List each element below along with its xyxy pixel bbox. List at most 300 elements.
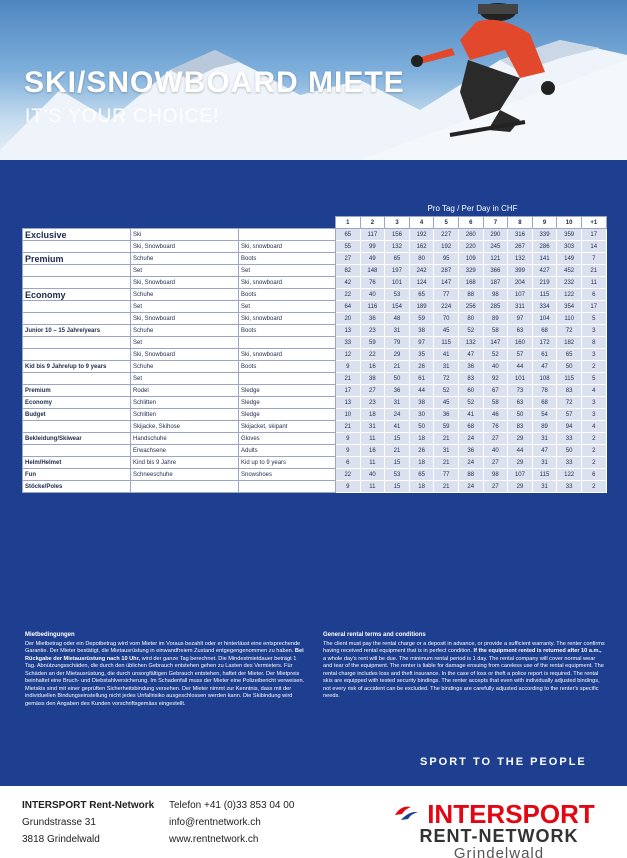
price-cell: 9 (336, 445, 361, 457)
price-cell: 18 (409, 433, 434, 445)
price-cell: 30 (409, 409, 434, 421)
price-cell: 76 (483, 421, 508, 433)
price-cell: 59 (360, 337, 385, 349)
price-cell: 50 (385, 373, 410, 385)
table-row (23, 421, 607, 433)
price-cell: 99 (360, 241, 385, 253)
item-english: Boots (239, 253, 336, 265)
price-cell: 47 (532, 361, 557, 373)
price-cell: 427 (532, 265, 557, 277)
table-row (23, 337, 607, 349)
price-cell: 168 (458, 277, 483, 289)
item-german: Schlitten (131, 397, 239, 409)
price-cell: 29 (508, 457, 533, 469)
price-cell: 92 (483, 373, 508, 385)
row-category: Junior 10 – 15 Jahre/years (23, 325, 131, 337)
price-cell: 83 (557, 385, 582, 397)
price-cell: 36 (458, 361, 483, 373)
price-cell: 2 (581, 361, 606, 373)
table-row (23, 241, 607, 253)
day-column-header: 8 (508, 217, 533, 229)
price-cell: 17 (581, 229, 606, 241)
conditions-english (323, 632, 605, 701)
price-cell: 16 (360, 361, 385, 373)
price-cell: 11 (581, 277, 606, 289)
price-cell: 311 (508, 301, 533, 313)
price-cell: 354 (557, 301, 582, 313)
row-category (23, 421, 131, 433)
price-cell: 9 (336, 361, 361, 373)
price-cell: 24 (458, 481, 483, 493)
price-cell: 11 (360, 457, 385, 469)
price-cell: 101 (508, 373, 533, 385)
price-cell: 148 (360, 265, 385, 277)
row-category: Exclusive (23, 229, 131, 241)
price-cell: 3 (581, 325, 606, 337)
price-cell: 124 (409, 277, 434, 289)
item-german: Skijacke, Skihose (131, 421, 239, 433)
item-english: Boots (239, 289, 336, 301)
price-cell: 287 (434, 265, 459, 277)
price-cell: 48 (385, 313, 410, 325)
row-category (23, 445, 131, 457)
row-category: Fun (23, 469, 131, 481)
price-cell: 24 (458, 457, 483, 469)
conditions-title-en: General rental terms and conditions (323, 632, 426, 638)
price-cell: 24 (385, 409, 410, 421)
price-cell: 2 (581, 433, 606, 445)
table-row (23, 433, 607, 445)
price-cell: 27 (483, 433, 508, 445)
price-cell: 107 (508, 469, 533, 481)
price-cell: 47 (458, 349, 483, 361)
hero-banner (0, 0, 627, 160)
price-cell: 316 (508, 229, 533, 241)
price-cell: 76 (360, 277, 385, 289)
price-cell: 154 (385, 301, 410, 313)
price-cell: 64 (336, 301, 361, 313)
company-website[interactable]: www.rentnetwork.ch (169, 834, 259, 845)
price-cell: 21 (581, 265, 606, 277)
price-cell: 9 (336, 481, 361, 493)
price-cell: 339 (532, 229, 557, 241)
item-german: Set (131, 337, 239, 349)
price-cell: 303 (557, 241, 582, 253)
item-english (239, 337, 336, 349)
price-cell: 40 (360, 469, 385, 481)
price-cell: 26 (409, 445, 434, 457)
price-cell: 79 (385, 337, 410, 349)
page-subtitle: IT'S YOUR CHOICE! (25, 106, 220, 127)
price-cell: 141 (532, 253, 557, 265)
price-cell: 36 (385, 385, 410, 397)
price-cell: 24 (458, 433, 483, 445)
price-cell: 27 (336, 253, 361, 265)
price-cell: 31 (532, 481, 557, 493)
item-german: Schuhe (131, 253, 239, 265)
item-german (131, 481, 239, 493)
price-cell: 68 (458, 421, 483, 433)
price-cell: 31 (385, 325, 410, 337)
price-cell: 45 (434, 397, 459, 409)
row-category (23, 313, 131, 325)
price-cell: 45 (434, 325, 459, 337)
price-cell: 60 (458, 385, 483, 397)
price-cell: 245 (483, 241, 508, 253)
row-category (23, 349, 131, 361)
item-german: Schuhe (131, 361, 239, 373)
price-cell: 29 (508, 433, 533, 445)
row-category (23, 337, 131, 349)
price-cell: 42 (336, 277, 361, 289)
price-cell: 67 (483, 385, 508, 397)
price-cell: 31 (434, 361, 459, 373)
price-cell: 70 (434, 313, 459, 325)
price-cell: 192 (409, 229, 434, 241)
price-cell: 47 (532, 445, 557, 457)
table-row (23, 445, 607, 457)
price-cell: 49 (360, 253, 385, 265)
price-cell: 162 (409, 241, 434, 253)
price-cell: 182 (557, 337, 582, 349)
row-category (23, 241, 131, 253)
price-cell: 5 (581, 313, 606, 325)
item-german: Set (131, 265, 239, 277)
price-cell: 15 (385, 457, 410, 469)
price-cell: 220 (458, 241, 483, 253)
company-street: Grundstrasse 31 (22, 817, 96, 828)
item-german: Erwachsene (131, 445, 239, 457)
price-cell: 17 (336, 385, 361, 397)
item-english: Kid up to 9 years (239, 457, 336, 469)
price-cell: 31 (532, 457, 557, 469)
price-cell: 44 (508, 361, 533, 373)
price-cell: 77 (434, 469, 459, 481)
price-cell: 97 (409, 337, 434, 349)
price-cell: 3 (581, 397, 606, 409)
price-cell: 40 (483, 445, 508, 457)
price-cell: 132 (385, 241, 410, 253)
item-german: Ski, Snowboard (131, 241, 239, 253)
item-english: Sledge (239, 409, 336, 421)
item-german: Schlitten (131, 409, 239, 421)
item-german: Set (131, 373, 239, 385)
price-cell: 107 (508, 289, 533, 301)
item-german: Rodel (131, 385, 239, 397)
price-cell: 44 (508, 445, 533, 457)
price-cell: 58 (483, 325, 508, 337)
price-cell: 65 (409, 469, 434, 481)
price-cell: 5 (581, 373, 606, 385)
price-cell: 61 (409, 373, 434, 385)
price-cell: 54 (532, 409, 557, 421)
item-english: Ski, snowboard (239, 349, 336, 361)
row-category: Economy (23, 289, 131, 301)
price-cell: 26 (409, 361, 434, 373)
item-english: Skijacket, skipant (239, 421, 336, 433)
item-english: Sledge (239, 385, 336, 397)
price-cell: 68 (532, 397, 557, 409)
company-email[interactable]: info@rentnetwork.ch (169, 817, 261, 828)
price-cell: 3 (581, 349, 606, 361)
price-cell: 72 (557, 325, 582, 337)
price-cell: 65 (385, 253, 410, 265)
company-city: 3818 Grindelwald (22, 834, 100, 845)
price-cell: 88 (458, 289, 483, 301)
price-cell: 73 (508, 385, 533, 397)
brand-name: INTERSPORT (427, 799, 595, 829)
table-row (23, 229, 607, 241)
page-title: SKI/SNOWBOARD MIETE (24, 66, 405, 99)
price-cell: 98 (483, 469, 508, 481)
price-cell: 33 (336, 337, 361, 349)
item-english: Boots (239, 361, 336, 373)
day-column-header: 7 (483, 217, 508, 229)
price-cell: 50 (557, 445, 582, 457)
item-english: Gloves (239, 433, 336, 445)
price-cell: 115 (434, 337, 459, 349)
price-cell: 21 (385, 445, 410, 457)
price-cell: 31 (532, 433, 557, 445)
item-german: Schuhe (131, 325, 239, 337)
price-cell: 50 (557, 361, 582, 373)
price-cell: 7 (581, 253, 606, 265)
price-cell: 27 (483, 481, 508, 493)
price-cell: 13 (336, 397, 361, 409)
item-german: Set (131, 301, 239, 313)
price-cell: 12 (336, 349, 361, 361)
price-cell: 2 (581, 481, 606, 493)
price-cell: 33 (557, 433, 582, 445)
price-cell: 115 (532, 469, 557, 481)
price-cell: 80 (458, 313, 483, 325)
price-cell: 9 (336, 433, 361, 445)
price-cell: 36 (458, 445, 483, 457)
price-cell: 399 (508, 265, 533, 277)
item-german: Schneeschuhe (131, 469, 239, 481)
brand-logo (392, 799, 606, 858)
price-cell: 61 (532, 349, 557, 361)
price-cell: 149 (557, 253, 582, 265)
price-cell: 50 (508, 409, 533, 421)
price-cell: 16 (360, 445, 385, 457)
price-cell: 29 (385, 349, 410, 361)
price-table (22, 216, 607, 493)
price-cell: 72 (557, 397, 582, 409)
price-cell: 50 (409, 421, 434, 433)
price-cell: 18 (409, 457, 434, 469)
row-category: Kid bis 9 Jahre/up to 9 years (23, 361, 131, 373)
row-category (23, 265, 131, 277)
price-cell: 115 (557, 373, 582, 385)
table-row (23, 301, 607, 313)
price-cell: 29 (508, 481, 533, 493)
price-cell: 35 (409, 349, 434, 361)
company-phone[interactable]: Telefon +41 (0)33 853 04 00 (169, 800, 295, 811)
table-row (23, 277, 607, 289)
row-category: Economy (23, 397, 131, 409)
price-cell: 27 (483, 457, 508, 469)
price-cell: 68 (532, 325, 557, 337)
price-cell: 52 (458, 325, 483, 337)
item-english (239, 229, 336, 241)
item-english: Ski, snowboard (239, 277, 336, 289)
table-row (23, 469, 607, 481)
price-cell: 242 (409, 265, 434, 277)
item-english: Sledge (239, 397, 336, 409)
price-cell: 132 (508, 253, 533, 265)
day-column-header: 9 (532, 217, 557, 229)
price-cell: 21 (336, 421, 361, 433)
price-cell: 115 (532, 289, 557, 301)
price-cell: 57 (508, 349, 533, 361)
item-english: Set (239, 265, 336, 277)
price-cell: 21 (434, 433, 459, 445)
price-cell: 22 (336, 469, 361, 481)
item-english: Boots (239, 325, 336, 337)
price-cell: 17 (581, 301, 606, 313)
day-column-header: 4 (409, 217, 434, 229)
price-cell: 83 (508, 421, 533, 433)
price-cell: 36 (360, 313, 385, 325)
price-cell: 260 (458, 229, 483, 241)
conditions-german (25, 632, 307, 708)
day-column-header: 5 (434, 217, 459, 229)
item-english: Ski, snowboard (239, 313, 336, 325)
price-header: Pro Tag / Per Day in CHF (427, 204, 518, 213)
price-cell: 38 (409, 397, 434, 409)
price-cell: 38 (409, 325, 434, 337)
price-cell: 224 (434, 301, 459, 313)
price-cell: 104 (532, 313, 557, 325)
price-cell: 147 (483, 337, 508, 349)
price-cell: 13 (336, 325, 361, 337)
price-cell: 58 (483, 397, 508, 409)
price-cell: 27 (360, 385, 385, 397)
price-cell: 83 (458, 373, 483, 385)
price-cell: 21 (336, 373, 361, 385)
price-cell: 329 (458, 265, 483, 277)
price-cell: 40 (483, 361, 508, 373)
price-cell: 197 (385, 265, 410, 277)
price-cell: 122 (557, 469, 582, 481)
table-row (23, 265, 607, 277)
price-cell: 6 (581, 469, 606, 481)
price-cell: 101 (385, 277, 410, 289)
price-cell: 366 (483, 265, 508, 277)
price-cell: 31 (434, 445, 459, 457)
price-cell: 52 (458, 397, 483, 409)
table-row (23, 253, 607, 265)
price-cell: 53 (385, 289, 410, 301)
price-cell: 22 (336, 289, 361, 301)
price-cell: 52 (483, 349, 508, 361)
price-cell: 36 (434, 409, 459, 421)
conditions-title-de: Mietbedingungen (25, 632, 75, 638)
row-category: Stöcke/Poles (23, 481, 131, 493)
price-cell: 116 (360, 301, 385, 313)
table-row (23, 313, 607, 325)
price-cell: 89 (483, 313, 508, 325)
company-name: INTERSPORT Rent-Network (22, 800, 155, 811)
item-german: Ski, Snowboard (131, 277, 239, 289)
table-row (23, 349, 607, 361)
price-cell: 10 (336, 409, 361, 421)
price-cell: 117 (360, 229, 385, 241)
price-cell: 21 (434, 457, 459, 469)
price-cell: 41 (434, 349, 459, 361)
price-cell: 108 (532, 373, 557, 385)
price-cell: 256 (458, 301, 483, 313)
brand-subline: RENT-NETWORK (419, 826, 579, 846)
price-cell: 65 (336, 229, 361, 241)
row-category: Helm/Helmet (23, 457, 131, 469)
price-cell: 89 (532, 421, 557, 433)
price-cell: 4 (581, 421, 606, 433)
price-cell: 77 (434, 289, 459, 301)
price-cell: 110 (557, 313, 582, 325)
price-cell: 189 (409, 301, 434, 313)
price-cell: 359 (557, 229, 582, 241)
price-cell: 33 (557, 457, 582, 469)
price-cell: 219 (532, 277, 557, 289)
price-cell: 2 (581, 445, 606, 457)
price-cell: 452 (557, 265, 582, 277)
price-cell: 21 (434, 481, 459, 493)
price-cell: 6 (581, 289, 606, 301)
price-cell: 334 (532, 301, 557, 313)
price-cell: 187 (483, 277, 508, 289)
price-cell: 95 (434, 253, 459, 265)
price-cell: 147 (434, 277, 459, 289)
table-header-row (23, 217, 607, 229)
price-cell: 80 (409, 253, 434, 265)
price-cell: 94 (557, 421, 582, 433)
price-cell: 82 (336, 265, 361, 277)
price-cell: 227 (434, 229, 459, 241)
price-cell: 78 (532, 385, 557, 397)
price-cell: 21 (385, 361, 410, 373)
table-row (23, 373, 607, 385)
price-cell: 285 (483, 301, 508, 313)
conditions-text-en: The client must pay the rental charge or a deposit in advance, or provide a sufficient warranty. The renter confirms having received rental equipment that is in perfect condition. If the equipment rented is returned after 10 a.m., a whole day's rent will be due. The minimum rental period is 1 day. The rental company will cover normal wear and tear of the equipment. The renter is liable for damage ensuing from careless use of the rental equipment. The rental charge includes loss and theft insurance. In the case of loss or theft a police report is required. The rental skis are equipped with tested security bindings. The renter accepts that even with individually adjusted bindings, not every risk of accident can be excluded. The bindings are carefully adjusted according to the renter's specific needs. (323, 640, 605, 699)
price-cell: 132 (458, 337, 483, 349)
price-cell: 232 (557, 277, 582, 289)
price-cell: 6 (336, 457, 361, 469)
item-german: Ski, Snowboard (131, 313, 239, 325)
price-cell: 65 (557, 349, 582, 361)
table-row (23, 385, 607, 397)
price-cell: 290 (483, 229, 508, 241)
item-english: Set (239, 301, 336, 313)
day-column-header: 1 (336, 217, 361, 229)
price-cell: 15 (385, 433, 410, 445)
price-cell: 97 (508, 313, 533, 325)
price-cell: 18 (409, 481, 434, 493)
price-cell: 3 (581, 409, 606, 421)
price-cell: 14 (581, 241, 606, 253)
row-category (23, 301, 131, 313)
price-cell: 109 (458, 253, 483, 265)
price-cell: 267 (508, 241, 533, 253)
price-cell: 121 (483, 253, 508, 265)
price-cell: 23 (360, 325, 385, 337)
slogan: SPORT TO THE PEOPLE (420, 756, 587, 768)
price-cell: 18 (360, 409, 385, 421)
price-cell: 72 (434, 373, 459, 385)
item-german: Ski (131, 229, 239, 241)
price-cell: 40 (360, 289, 385, 301)
